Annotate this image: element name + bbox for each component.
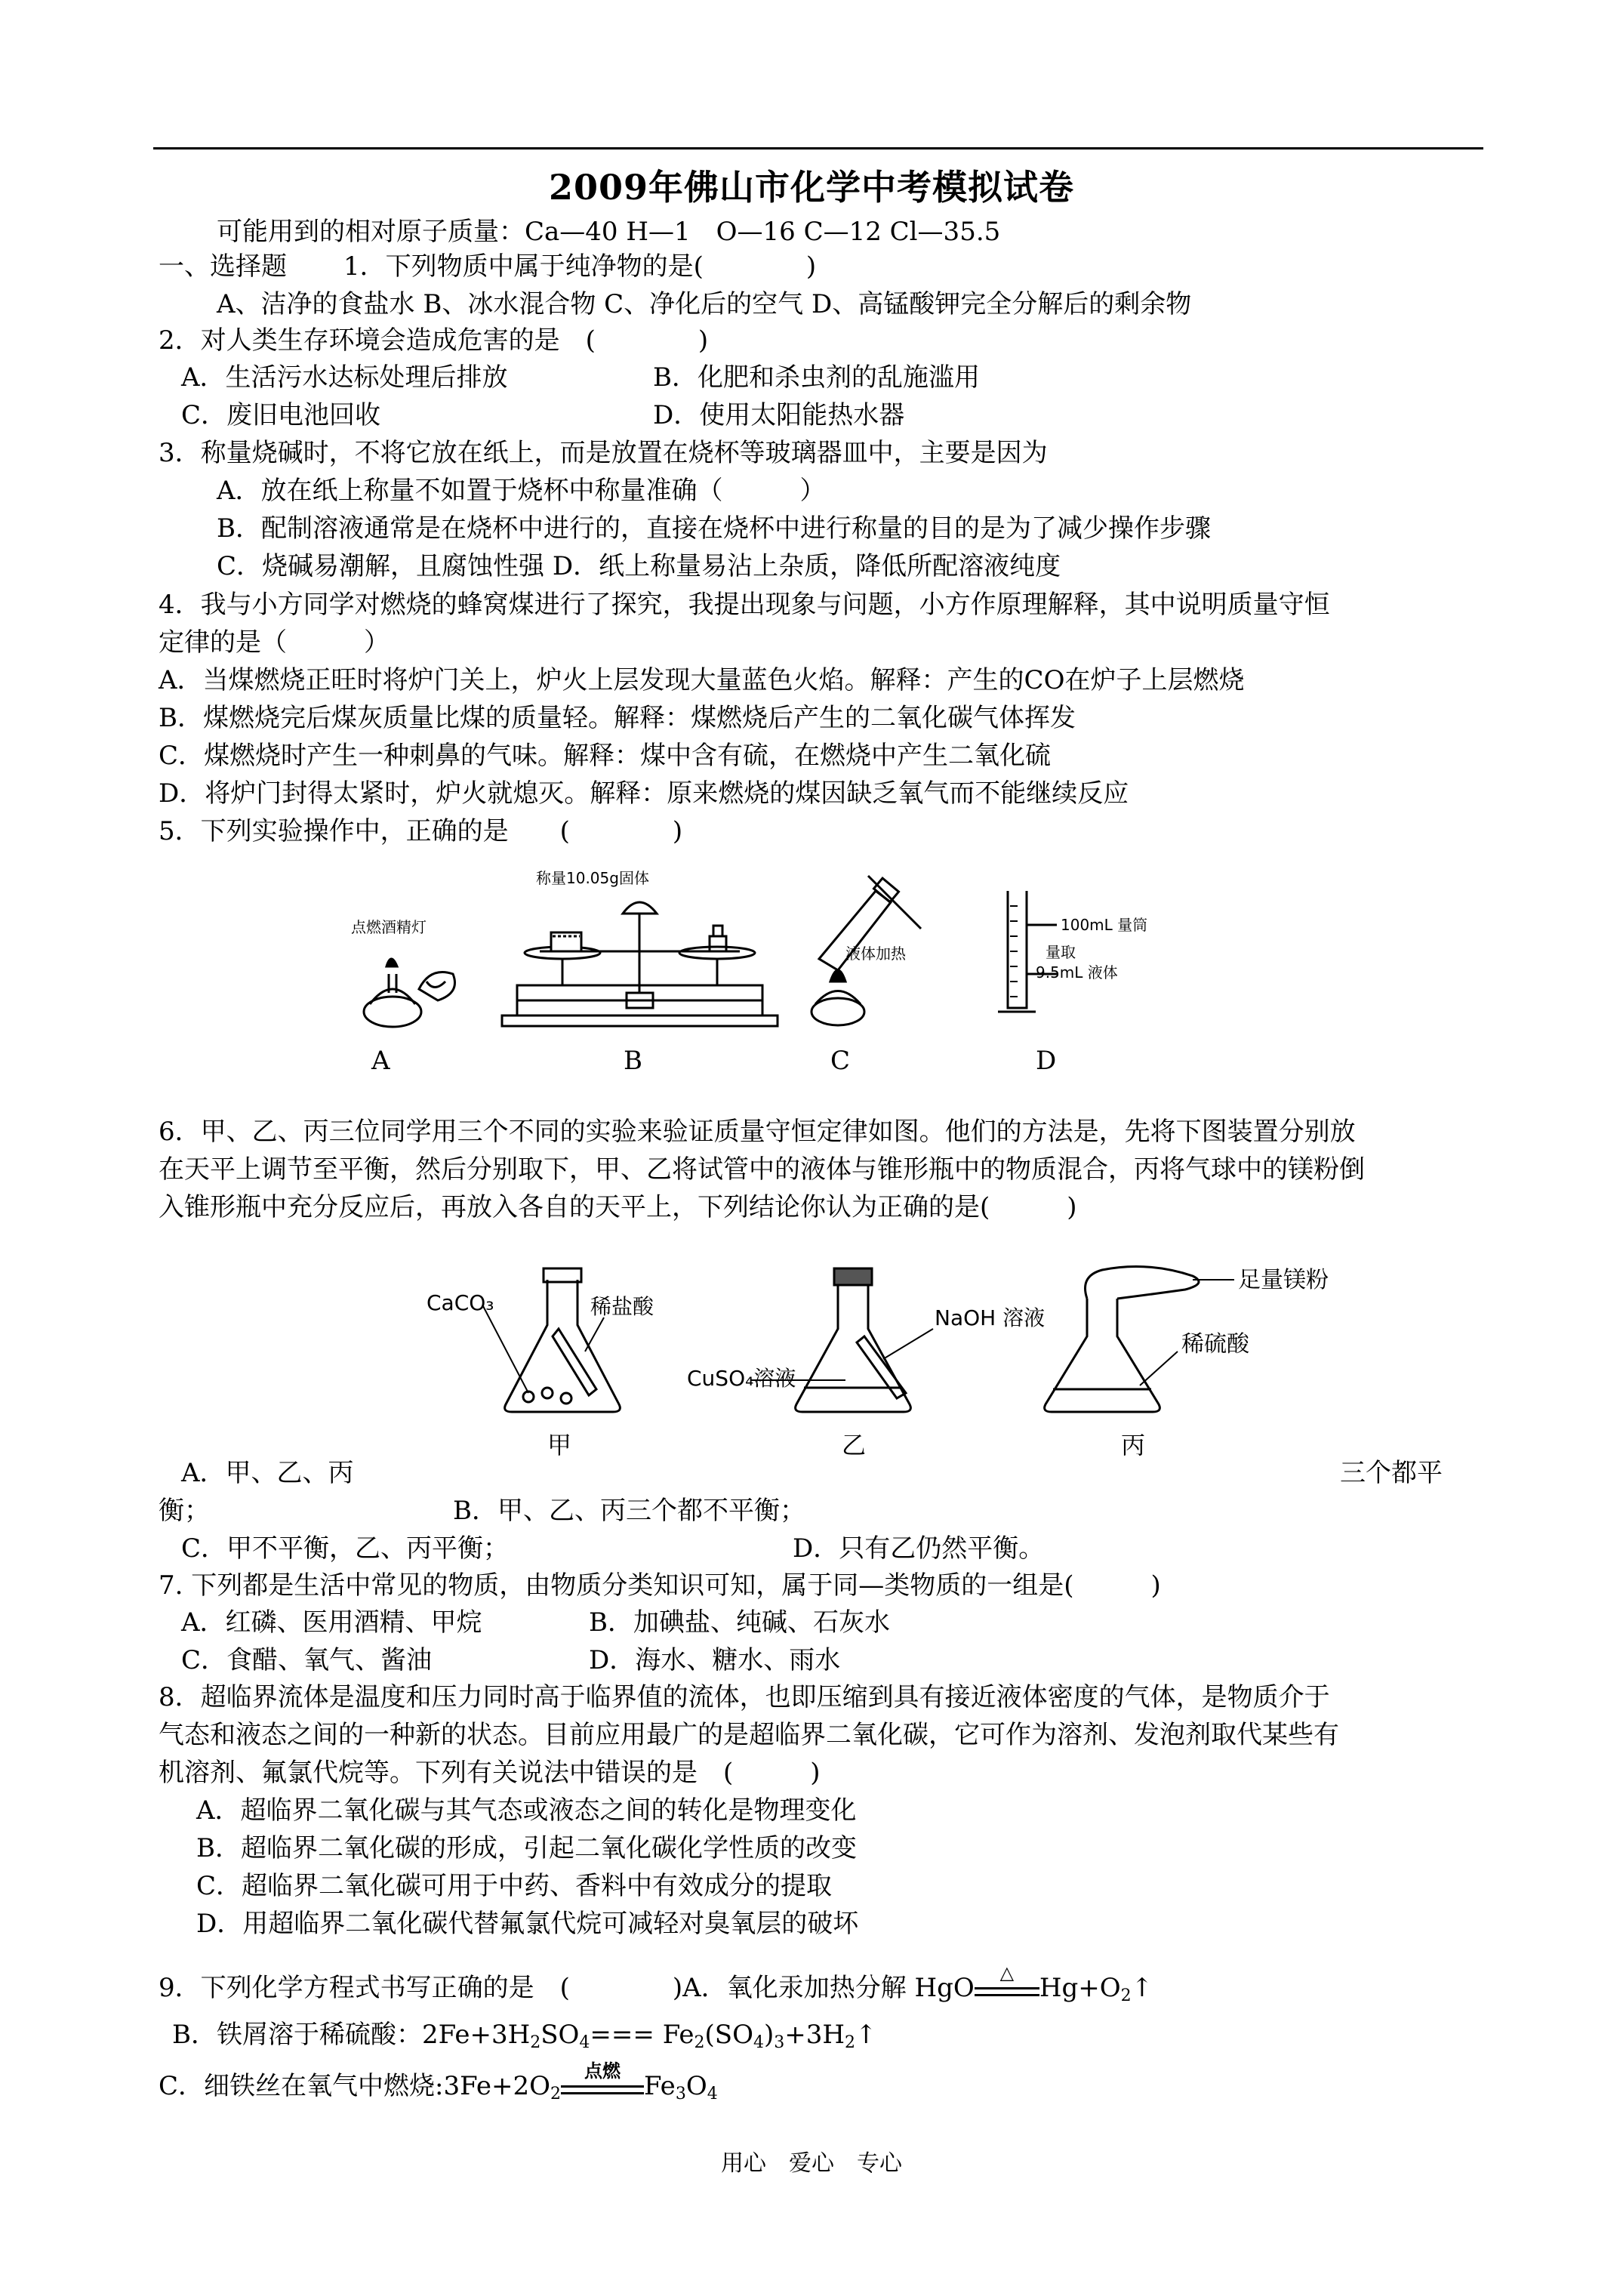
q8-option-a: A．超临界二氧化碳与其气态或液态之间的转化是物理变化	[196, 1795, 857, 1826]
q9-c-right: Fe	[643, 2071, 676, 2101]
q6-option-b: B．甲、乙、丙三个都不平衡；	[453, 1496, 805, 1526]
label-caco3: CaCO₃	[427, 1290, 494, 1315]
q6-option-a: A．甲、乙、丙	[181, 1458, 354, 1488]
q4-stem-1: 4．我与小方同学对燃烧的蜂窝煤进行了探究，我提出现象与问题，小方作原理解释，其中说明质量守恒	[159, 590, 1330, 620]
label-mg: 足量镁粉	[1238, 1267, 1329, 1293]
q4-option-c: C．煤燃烧时产生一种刺鼻的气味。解释：煤中含有硫，在燃烧中产生二氧化硫	[159, 741, 1052, 771]
q9-b-left: B．铁屑溶于稀硫酸：2Fe+3H	[172, 2020, 531, 2050]
atomic-masses: 可能用到的相对原子质量：Ca—40 H—1 O—16 C—12 Cl—35.5	[217, 217, 1001, 247]
q8-stem-3: 机溶剂、氟氯代烷等。下列有关说法中错误的是 ( )	[159, 1758, 821, 1788]
page-footer: 用心 爱心 专心	[721, 2150, 902, 2177]
q9-c-left: C．细铁丝在氧气中燃烧:3Fe+2O	[159, 2071, 550, 2101]
q7-option-a: A．红磷、医用酒精、甲烷	[181, 1607, 482, 1638]
q9-c-equals	[561, 2060, 644, 2099]
q6-stem-1: 6．甲、乙、丙三位同学用三个不同的实验来验证质量守恒定律如图。他们的方法是，先将下图装置分别放	[159, 1117, 1356, 1147]
figure-b-caption: 称量10.05g固体	[536, 869, 649, 887]
q3-stem: 3．称量烧碱时，不将它放在纸上，而是放置在烧杯等玻璃器皿中，主要是因为	[159, 438, 1048, 468]
label-jia: 甲	[547, 1431, 572, 1459]
header-rule	[153, 147, 1483, 149]
q6-option-d: D．只有乙仍然平衡。	[793, 1533, 1045, 1564]
q6-figure	[423, 1253, 1329, 1465]
figure-d-caption-3: 9.5mL 液体	[1036, 963, 1118, 982]
figure-a-alcohol-lamps	[364, 959, 455, 1027]
q9-stem: 9．下列化学方程式书写正确的是 ( )A．氧化汞加热分解 HgO	[159, 1973, 975, 2003]
figure-a-caption: 点燃酒精灯	[351, 918, 427, 936]
q1-stem: 1．下列物质中属于纯净物的是( )	[343, 251, 817, 282]
section-heading: 一、选择题	[159, 251, 287, 282]
q5-figure	[347, 861, 1148, 1034]
q8-option-b: B．超临界二氧化碳的形成，引起二氧化碳化学性质的改变	[196, 1833, 857, 1863]
q5-stem: 5．下列实验操作中，正确的是 ( )	[159, 816, 683, 846]
q7-option-b: B．加碘盐、纯碱、石灰水	[589, 1607, 890, 1638]
q4-option-b: B．煤燃烧完后煤灰质量比煤的质量轻。解释：煤燃烧后产生的二氧化碳气体挥发	[159, 703, 1076, 733]
q6-stem-3: 入锥形瓶中充分反应后，再放入各自的天平上，下列结论你认为正确的是( )	[159, 1192, 1077, 1222]
figure-d-caption-2: 量取	[1046, 943, 1076, 961]
label-yi: 乙	[842, 1431, 867, 1459]
q2-option-d: D．使用太阳能热水器	[653, 400, 905, 430]
q6-option-a-cont: 衡；	[159, 1496, 210, 1526]
q8-stem-1: 8．超临界流体是温度和压力同时高于临界值的流体，也即压缩到具有接近液体密度的气体，是物质介于	[159, 1682, 1330, 1712]
heat-symbol: △	[999, 1962, 1015, 1983]
label-bing: 丙	[1121, 1431, 1146, 1459]
q9-option-b: B．铁屑溶于稀硫酸：$2Fe+3H_2SO_4===$ $Fe_2(SO_4)_3+3H_2↑$	[172, 2020, 877, 2052]
q2-option-a: A．生活污水达标处理后排放	[181, 362, 508, 393]
q7-stem: 7. 下列都是生活中常见的物质，由物质分类知识可知，属于同—类物质的一组是( )	[159, 1570, 1161, 1601]
q3-option-cd: C．烧碱易潮解，且腐蚀性强 D．纸上称量易沾上杂质，降低所配溶液纯度	[217, 551, 1061, 581]
q3-option-b: B．配制溶液通常是在烧杯中进行的，直接在烧杯中进行称量的目的是为了减少操作步骤	[217, 513, 1211, 544]
label-hcl: 稀盐酸	[590, 1294, 654, 1319]
flask-yi	[796, 1268, 911, 1412]
q5-letter-a: A	[371, 1046, 390, 1076]
q8-option-d: D．用超临界二氧化碳代替氟氯代烷可减轻对臭氧层的破坏	[196, 1909, 859, 1939]
q5-letter-c: C	[830, 1046, 851, 1076]
q1-options: A、洁净的食盐水 B、冰水混合物 C、净化后的空气 D、高锰酸钾完全分解后的剩余物	[217, 289, 1192, 319]
figure-d-caption-1: 100mL 量筒	[1061, 916, 1148, 934]
figure-b-balance	[502, 902, 778, 1026]
label-naoh: NaOH 溶液	[935, 1305, 1046, 1330]
q8-stem-2: 气态和液态之间的一种新的状态。目前应用最广的是超临界二氧化碳，它可作为溶剂、发泡剂取代某些有	[159, 1720, 1339, 1750]
q6-stem-2: 在天平上调节至平衡，然后分别取下，甲、乙将试管中的液体与锥形瓶中的物质混合，丙将气球中的镁粉倒	[159, 1154, 1365, 1185]
q5-letter-d: D	[1036, 1046, 1057, 1076]
q6-option-a-tail: 三个都平	[1340, 1458, 1443, 1488]
q4-option-d: D．将炉门封得太紧时，炉火就熄灭。解释：原来燃烧的煤因缺乏氧气而不能继续反应	[159, 778, 1129, 809]
figure-c-caption: 液体加热	[845, 945, 906, 963]
ignite-condition: 点燃	[584, 2060, 621, 2082]
q7-option-c: C．食醋、氧气、酱油	[181, 1645, 433, 1675]
q9-a-right: Hg+O	[1039, 1973, 1121, 2003]
flask-bing	[1045, 1267, 1199, 1413]
page-title: 2009年佛山市化学中考模拟试卷	[548, 167, 1075, 208]
q9-a-equals	[975, 1962, 1039, 2001]
flask-jia	[505, 1268, 621, 1412]
q4-stem-2: 定律的是（ ）	[159, 627, 390, 658]
q2-option-c: C．废旧电池回收	[181, 400, 381, 430]
label-h2so4: 稀硫酸	[1181, 1331, 1249, 1358]
q2-option-b: B．化肥和杀虫剂的乱施滥用	[653, 362, 980, 393]
q8-option-c: C．超临界二氧化碳可用于中药、香料中有效成分的提取	[196, 1871, 833, 1901]
q7-option-d: D．海水、糖水、雨水	[589, 1645, 841, 1675]
q5-letter-b: B	[624, 1046, 642, 1076]
q9-a-tail: ↑	[1131, 1973, 1153, 2003]
q6-option-c: C．甲不平衡，乙、丙平衡；	[181, 1533, 510, 1564]
label-cuso4: CuSO₄溶液	[687, 1366, 796, 1391]
q2-stem: 2．对人类生存环境会造成危害的是 ( )	[159, 325, 709, 356]
q3-option-a: A．放在纸上称量不如置于烧杯中称量准确（ ）	[217, 476, 826, 506]
q9-stem-line: 9．下列化学方程式书写正确的是 ( )A．氧化汞加热分解 HgO △ $Hg+O_2↑$	[159, 1971, 1153, 2005]
q9-option-c: C．细铁丝在氧气中燃烧$:3Fe+2O_2$ 点燃 $Fe_3O_4$	[159, 2069, 718, 2103]
q4-option-a: A．当煤燃烧正旺时将炉门关上，炉火上层发现大量蓝色火焰。解释：产生的CO在炉子上层燃烧	[159, 665, 1245, 695]
